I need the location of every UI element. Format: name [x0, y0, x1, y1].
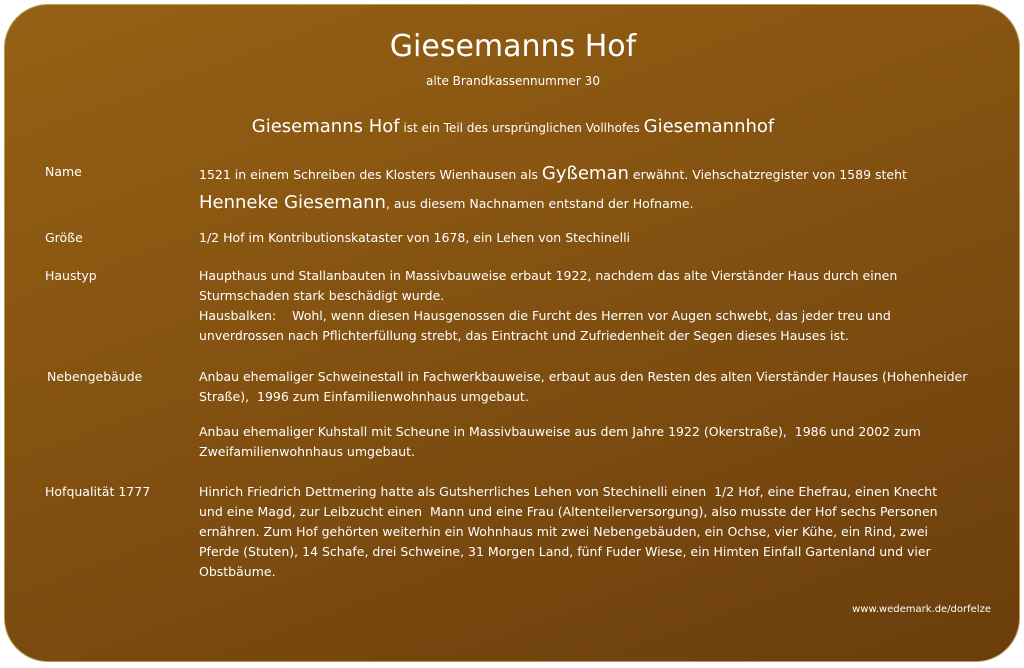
text-hofqualitaet-line-4: Pferde (Stuten), 14 Schafe, drei Schweine, 31 Morgen Land, fünf Fuder Wiese, ein Himten Einfall Gartenland und vier	[199, 544, 931, 559]
intro-name-2: Giesemannhof	[643, 116, 775, 137]
intro-line	[5, 115, 1021, 140]
text-hofqualitaet-line-5: Obstbäume.	[199, 564, 276, 579]
label-name: Name	[45, 164, 82, 179]
text-name-gyseman: Gyßeman	[541, 163, 629, 184]
text-haustyp-line-1: Haupthaus und Stallanbauten in Massivbauweise erbaut 1922, nachdem das alte Vierständer Haus durch einen	[199, 268, 898, 283]
text-name-part-2: erwähnt. Viehschatzregister von 1589 steht	[628, 167, 907, 182]
text-nebengebaeude-b	[199, 422, 999, 462]
text-name	[199, 160, 999, 218]
text-nebengebaeude-a-line-2: Straße), 1996 zum Einfamilienwohnhaus umgebaut.	[199, 389, 529, 404]
footer-url: www.wedemark.de/dorfelze	[852, 604, 991, 615]
text-haustyp	[199, 266, 999, 346]
text-hofqualitaet	[199, 482, 999, 582]
label-hofqualitaet: Hofqualität 1777	[45, 484, 151, 499]
text-hofqualitaet-line-3: ernähren. Zum Hof gehörten weiterhin ein Wohnhaus mit zwei Nebengebäuden, ein Ochse, vier Kühe, ein Rind, zwei	[199, 524, 928, 539]
label-groesse: Größe	[45, 230, 83, 245]
page-subtitle: alte Brandkassennummer 30	[426, 74, 600, 88]
info-panel	[4, 4, 1020, 662]
page-title: Giesemanns Hof	[389, 29, 637, 64]
text-nebengebaeude-b-line-2: Zweifamilienwohnhaus umgebaut.	[199, 444, 416, 459]
text-nebengebaeude-a-line-1: Anbau ehemaliger Schweinestall in Fachwerkbauweise, erbaut aus den Resten des alten Vierständer Hauses (Hohenheider	[199, 369, 968, 384]
text-nebengebaeude-a	[199, 367, 999, 407]
text-name-part-1: 1521 in einem Schreiben des Klosters Wienhausen als	[199, 167, 542, 182]
text-nebengebaeude-b-line-1: Anbau ehemaliger Kuhstall mit Scheune in Massivbauweise aus dem Jahre 1922 (Okerstraße), 1986 und 2002 zum	[199, 424, 921, 439]
text-name-part-3: , aus diesem Nachnamen entstand der Hofname.	[385, 196, 694, 211]
text-haustyp-line-2: Sturmschaden stark beschädigt wurde.	[199, 288, 445, 303]
intro-name-1: Giesemanns Hof	[251, 116, 400, 137]
label-nebengebaeude: Nebengebäude	[47, 369, 143, 384]
label-haustyp: Haustyp	[45, 268, 97, 283]
text-hofqualitaet-line-2: und eine Magd, zur Leibzucht einen Mann und eine Frau (Altenteilerversorgung), also musste der Hof sechs Personen	[199, 504, 938, 519]
intro-middle: ist ein Teil des ursprünglichen Vollhofes	[399, 121, 644, 135]
text-hofqualitaet-line-1: Hinrich Friedrich Dettmering hatte als Gutsherrliches Lehen von Stechinelli einen 1/2 Hof, eine Ehefrau, einen Knecht	[199, 484, 938, 499]
text-haustyp-line-3: Hausbalken: Wohl, wenn diesen Hausgenossen die Furcht des Herren vor Augen schwebt, das jeder treu und	[199, 308, 891, 323]
text-name-henneke: Henneke Giesemann	[199, 192, 386, 213]
text-groesse: 1/2 Hof im Kontributionskataster von 1678, ein Lehen von Stechinelli	[199, 230, 631, 245]
text-haustyp-line-4: unverdrossen nach Pflichterfüllung strebt, das Eintracht und Zufriedenheit der Segen dieses Hauses ist.	[199, 328, 849, 343]
